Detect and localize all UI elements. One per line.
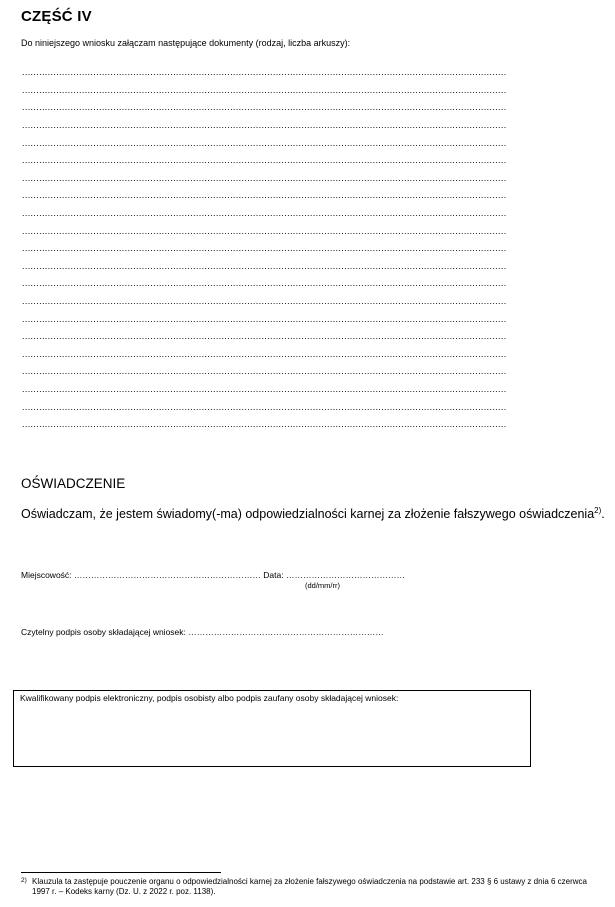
part-title: CZĘŚĆ IV [21, 8, 92, 25]
attachment-line[interactable]: .......................................................................................................................................................................... [22, 402, 507, 412]
attachment-line[interactable]: .......................................................................................................................................................................... [22, 384, 507, 394]
signature-row [21, 627, 384, 637]
attachment-line[interactable]: .......................................................................................................................................................................... [22, 208, 507, 218]
place-label: Miejscowość: [21, 570, 72, 580]
footnote-number: 2) [21, 877, 27, 884]
attachment-line[interactable]: .......................................................................................................................................................................... [22, 261, 507, 271]
attachment-line[interactable]: .......................................................................................................................................................................... [22, 67, 507, 77]
attachment-line[interactable]: .......................................................................................................................................................................... [22, 226, 507, 236]
declaration-period: . [601, 507, 605, 522]
attachment-line[interactable]: .......................................................................................................................................................................... [22, 278, 507, 288]
e-signature-label: Kwalifikowany podpis elektroniczny, podpis osobisty albo podpis zaufany osoby składającej wniosek: [20, 693, 399, 703]
place-field[interactable]: ………………………………………………………… [73, 570, 261, 580]
date-field[interactable]: …………………………………… [286, 570, 405, 580]
attachment-line[interactable]: .......................................................................................................................................................................... [22, 173, 507, 183]
attachment-line[interactable]: .......................................................................................................................................................................... [22, 296, 507, 306]
footnote-divider [21, 872, 221, 873]
attachment-line[interactable]: .......................................................................................................................................................................... [22, 419, 507, 429]
date-label: Data: [263, 570, 284, 580]
attachment-line[interactable]: .......................................................................................................................................................................... [22, 85, 507, 95]
attachment-line[interactable]: .......................................................................................................................................................................... [22, 120, 507, 130]
attachment-line[interactable]: .......................................................................................................................................................................... [22, 366, 507, 376]
attachment-line[interactable]: .......................................................................................................................................................................... [22, 331, 507, 341]
attachment-line[interactable]: .......................................................................................................................................................................... [22, 138, 507, 148]
attachment-line[interactable]: .......................................................................................................................................................................... [22, 349, 507, 359]
date-format-hint: (dd/mm/rr) [305, 581, 340, 590]
signature-label: Czytelny podpis osoby składającej wniosek: [21, 627, 186, 637]
attachment-line[interactable]: .......................................................................................................................................................................... [22, 243, 507, 253]
footnote-text: Klauzula ta zastępuje pouczenie organu o odpowiedzialności karnej za złożenie fałszywego oświadczenia na podstawie art. 233 § 6 ustawy z dnia 6 czerwca 1997 r. – Kodeks karny (Dz. U. z 2022 r. poz. 1138). [32, 877, 587, 896]
signature-field[interactable]: …………………………………………………………… [188, 627, 384, 637]
e-signature-box[interactable] [13, 690, 531, 767]
attachment-line[interactable]: .......................................................................................................................................................................... [22, 190, 507, 200]
declaration-statement [21, 506, 611, 521]
attachment-line[interactable]: .......................................................................................................................................................................... [22, 102, 507, 112]
attachments-intro: Do niniejszego wniosku załączam następujące dokumenty (rodzaj, liczba arkuszy): [21, 38, 351, 48]
attachment-line[interactable]: .......................................................................................................................................................................... [22, 314, 507, 324]
footnote-reference: 2) [594, 506, 602, 515]
attachment-line[interactable]: .......................................................................................................................................................................... [22, 155, 507, 165]
declaration-title: OŚWIADCZENIE [21, 476, 126, 491]
place-date-row [21, 570, 405, 580]
declaration-text: Oświadczam, że jestem świadomy(-ma) odpowiedzialności karnej za złożenie fałszywego oświadczenia [21, 507, 595, 522]
